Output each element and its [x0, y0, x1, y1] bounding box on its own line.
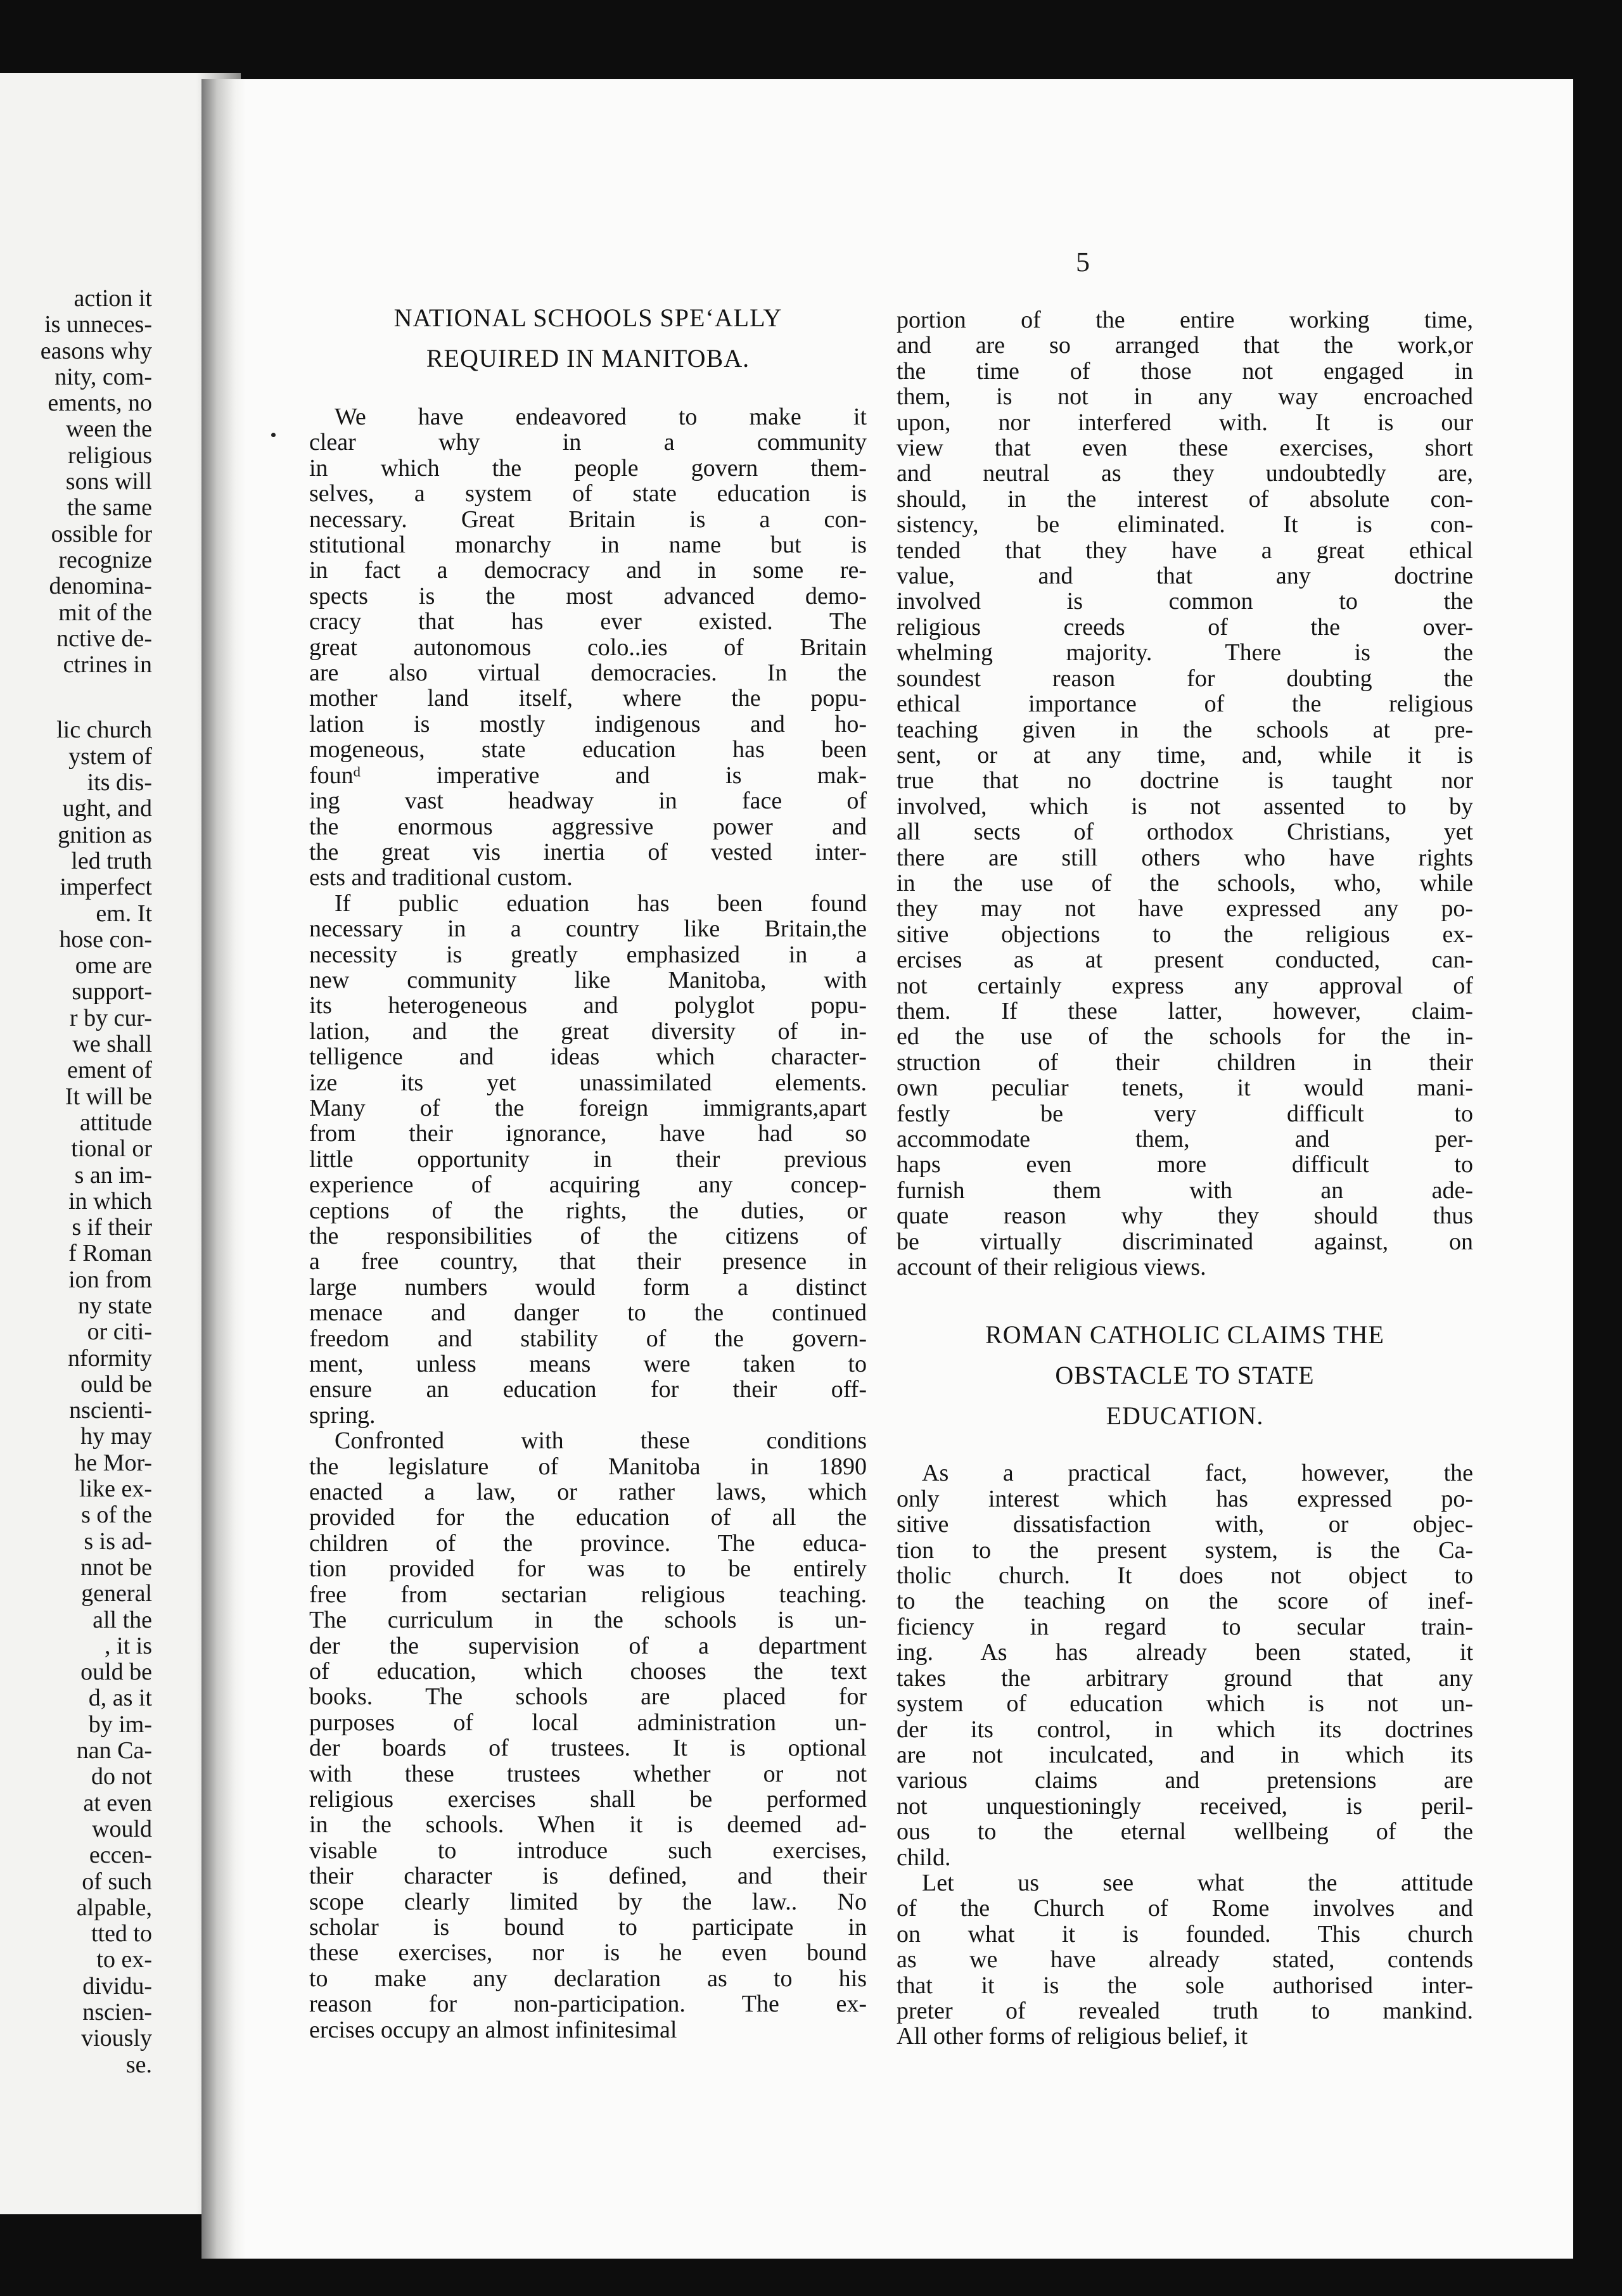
text-line: menace and danger to the continued	[309, 1299, 867, 1327]
text-fragment: viously	[81, 2025, 152, 2052]
text-line: founᵈ imperative and is mak-	[309, 762, 867, 789]
text-fragment: ossible for	[51, 520, 152, 547]
text-fragment: ystem of	[68, 743, 152, 770]
text-fragment: s of the	[81, 1502, 152, 1529]
text-fragment: tional or	[71, 1135, 152, 1163]
text-line: not unquestioningly received, is peril-	[897, 1792, 1473, 1820]
text-fragment: se.	[125, 2051, 152, 2078]
text-line: view that even these exercises, short	[897, 435, 1473, 462]
text-line: involved is common to the	[897, 588, 1473, 615]
text-fragment: nscien-	[82, 1999, 152, 2025]
text-line: All other forms of religious belief, it	[897, 2023, 1248, 2050]
text-fragment: It will be	[65, 1083, 152, 1110]
text-fragment: eccen-	[89, 1842, 152, 1869]
text-fragment: ught, and	[62, 795, 152, 822]
text-line: in the use of the schools, who, while	[897, 869, 1473, 896]
text-line: religious creeds of the over-	[897, 613, 1473, 641]
text-fragment: d, as it	[88, 1685, 152, 1712]
text-line: ous to the eternal wellbeing of the	[897, 1818, 1473, 1846]
document-page	[201, 79, 1573, 2259]
text-line: ests and traditional custom.	[309, 864, 573, 891]
text-line: not certainly express any approval of	[897, 972, 1473, 999]
text-line: spring.	[309, 1401, 376, 1429]
text-fragment: do not	[91, 1763, 152, 1790]
text-fragment: led truth	[71, 847, 152, 874]
heading-line: REQUIRED IN MANITOBA.	[426, 344, 750, 373]
text-line: provided for the education of all the	[309, 1504, 867, 1531]
text-line: lation, and the great diversity of in-	[309, 1017, 867, 1045]
text-fragment: ements, no	[48, 390, 152, 417]
text-line: We have endeavored to make it	[335, 404, 867, 430]
heading-line: EDUCATION.	[1106, 1401, 1264, 1431]
text-line: Many of the foreign immigrants,apart	[309, 1094, 867, 1121]
text-line: the enormous aggressive power and	[309, 813, 867, 840]
text-line: little opportunity in their previous	[309, 1145, 867, 1173]
text-line: sent, or at any time, and, while it is	[897, 741, 1473, 769]
text-line: Confronted with these conditions	[335, 1427, 867, 1455]
text-fragment: ion from	[68, 1266, 152, 1293]
text-fragment: hose con-	[59, 926, 152, 953]
text-fragment: support-	[72, 978, 152, 1005]
text-line: ceptions of the rights, the duties, or	[309, 1197, 867, 1224]
text-line: As a practical fact, however, the	[922, 1460, 1473, 1487]
text-line: preter of revealed truth to mankind.	[897, 1997, 1473, 2024]
text-line: great autonomous colo..ies of Britain	[309, 634, 867, 661]
text-line: clear why in a community	[309, 429, 867, 456]
text-line: teaching given in the schools at pre-	[897, 716, 1473, 743]
text-fragment: would	[92, 1815, 152, 1842]
text-fragment: s if their	[72, 1214, 152, 1241]
text-fragment: nformity	[68, 1344, 152, 1372]
text-fragment: religious	[68, 442, 152, 469]
text-line: takes the arbitrary ground that any	[897, 1664, 1473, 1692]
text-fragment: imperfect	[60, 874, 152, 901]
text-line: the responsibilities of the citizens of	[309, 1223, 867, 1249]
text-fragment: s an im-	[74, 1161, 152, 1189]
text-line: Let us see what the attitude	[922, 1869, 1473, 1896]
text-fragment: all the	[93, 1606, 152, 1633]
text-line: purposes of local administration un-	[309, 1709, 867, 1736]
text-line: ed the use of the schools for the in-	[897, 1023, 1473, 1050]
text-line: should, in the interest of absolute con-	[897, 485, 1473, 513]
text-fragment: by im-	[88, 1711, 152, 1738]
text-fragment: hy may	[80, 1423, 152, 1450]
text-fragment: sons will	[65, 468, 152, 495]
text-line: on what it is founded. This church	[897, 1920, 1473, 1948]
text-fragment: nan Ca-	[76, 1737, 152, 1764]
text-fragment: like ex-	[79, 1476, 152, 1503]
text-line: to make any declaration as to his	[309, 1965, 867, 1992]
text-line: the legislature of Manitoba in 1890	[309, 1453, 867, 1480]
text-line: ing vast headway in face of	[309, 788, 867, 815]
heading-line: ROMAN CATHOLIC CLAIMS THE	[985, 1320, 1384, 1349]
text-line: accommodate them, and per-	[897, 1126, 1473, 1152]
text-line: system of education which is not un-	[897, 1690, 1473, 1718]
text-line: experience of acquiring any concep-	[309, 1171, 867, 1199]
text-line: soundest reason for doubting the	[897, 665, 1473, 692]
text-fragment: its dis-	[87, 769, 152, 796]
text-fragment: ement of	[67, 1057, 152, 1084]
column-right	[897, 307, 1473, 2050]
text-fragment: to ex-	[96, 1946, 152, 1974]
text-line: value, and that any doctrine	[897, 563, 1473, 590]
text-line: ercises occupy an almost infinitesimal	[309, 2016, 677, 2043]
paragraph-continued	[897, 307, 1473, 1280]
text-line: haps even more difficult to	[897, 1151, 1473, 1178]
text-line: ing. As has already been stated, it	[897, 1639, 1473, 1666]
text-line: quate reason why they should thus	[897, 1202, 1473, 1230]
paragraph	[897, 1870, 1473, 2050]
text-line: cracy that has ever existed. The	[309, 608, 867, 635]
text-line: involved, which is not assented to by	[897, 793, 1473, 820]
text-line: spects is the most advanced demo-	[309, 582, 867, 609]
text-line: books. The schools are placed for	[309, 1683, 867, 1711]
text-fragment: ny state	[77, 1292, 152, 1319]
text-fragment: ould be	[80, 1659, 152, 1686]
text-fragment: alpable,	[76, 1894, 152, 1921]
text-line: whelming majority. There is the	[897, 639, 1473, 666]
text-line: ercises as at present conducted, can-	[897, 947, 1473, 974]
text-fragment: ctrines in	[63, 651, 152, 679]
text-line: der the supervision of a department	[309, 1632, 867, 1659]
text-line: there are still others who have rights	[897, 844, 1473, 871]
text-line: religious exercises shall be performed	[309, 1785, 867, 1813]
text-fragment: or citi-	[87, 1318, 152, 1346]
text-line: sitive objections to the religious ex-	[897, 921, 1473, 948]
text-line: der boards of trustees. It is optional	[309, 1735, 867, 1762]
text-line: own peculiar tenets, it would mani-	[897, 1075, 1473, 1102]
text-fragment: he Mor-	[74, 1449, 152, 1476]
text-fragment: nity, com-	[54, 363, 152, 390]
text-line: large numbers would form a distinct	[309, 1273, 867, 1301]
text-line: they may not have expressed any po-	[897, 895, 1473, 922]
text-line: are also virtual democracies. In the	[309, 660, 867, 687]
article-heading-national-schools	[309, 298, 867, 379]
text-line: the great vis inertia of vested inter-	[309, 838, 867, 865]
page-gutter-shadow	[201, 79, 246, 2259]
text-line: enacted a law, or rather laws, which	[309, 1479, 867, 1506]
text-line: struction of their children in their	[897, 1049, 1473, 1076]
text-line: necessity is greatly emphasized in a	[309, 941, 867, 968]
text-line: tended that they have a great ethical	[897, 537, 1473, 564]
paragraph	[309, 891, 867, 1429]
text-fragment: , it is	[105, 1632, 152, 1659]
text-line: the time of those not engaged in	[897, 357, 1473, 385]
text-line: child.	[897, 1844, 951, 1871]
text-line: in fact a democracy and in some re-	[309, 557, 867, 584]
text-fragment: dividu-	[82, 1972, 152, 1999]
text-fragment: in which	[68, 1187, 152, 1215]
text-line: all sects of orthodox Christians, yet	[897, 819, 1473, 846]
text-line: furnish them with an ade-	[897, 1177, 1473, 1204]
text-line: necessary. Great Britain is a con-	[309, 506, 867, 533]
text-line: ethical importance of the religious	[897, 691, 1473, 718]
text-line: portion of the entire working time,	[897, 307, 1473, 333]
text-fragment: nscienti-	[69, 1397, 152, 1424]
text-line: stitutional monarchy in name but is	[309, 532, 867, 559]
text-line: reason for non-participation. The ex-	[309, 1991, 867, 2018]
text-line: of the Church of Rome involves and	[897, 1895, 1473, 1922]
text-fragment: recognize	[58, 546, 152, 573]
text-line: and neutral as they undoubtedly are,	[897, 460, 1473, 487]
text-line: to the teaching on the score of inef-	[897, 1588, 1473, 1615]
text-line: tion to the present system, is the Ca-	[897, 1536, 1473, 1564]
text-fragment: ome are	[75, 952, 152, 979]
text-line: as we have already stated, contends	[897, 1946, 1473, 1974]
paragraph	[897, 1460, 1473, 1870]
text-line: ment, unless means were taken to	[309, 1351, 867, 1378]
text-fragment: denomina-	[49, 573, 152, 600]
text-line: these exercises, nor is he even bound	[309, 1939, 867, 1967]
text-line: ensure an education for their off-	[309, 1376, 867, 1403]
facing-page-text-fragments	[0, 286, 152, 2078]
text-line: children of the province. The educa-	[309, 1529, 867, 1557]
text-line: new community like Manitoba, with	[309, 966, 867, 993]
text-line: scope clearly limited by the law.. No	[309, 1888, 867, 1915]
text-fragment: r by cur-	[69, 1004, 152, 1031]
text-line: and are so arranged that the work,or	[897, 332, 1473, 359]
heading-line: NATIONAL SCHOOLS SPEʻALLY	[393, 303, 782, 332]
article-heading-roman-catholic-claims	[897, 1315, 1473, 1436]
text-line: that it is the sole authorised inter-	[897, 1972, 1473, 1999]
text-line: a free country, that their presence in	[309, 1248, 867, 1275]
text-line: them, is not in any way encroached	[897, 383, 1473, 411]
text-line: der its control, in which its doctrines	[897, 1716, 1473, 1743]
text-line: in the schools. When it is deemed ad-	[309, 1811, 867, 1839]
text-line: ize its yet unassimilated elements.	[309, 1069, 867, 1096]
text-line: account of their religious views.	[897, 1254, 1206, 1281]
text-fragment: nctive de-	[56, 625, 152, 652]
text-fragment: nnot be	[80, 1553, 152, 1581]
text-line: upon, nor interfered with. It is our	[897, 409, 1473, 436]
text-fragment: we shall	[72, 1031, 152, 1058]
text-line: only interest which has expressed po-	[897, 1485, 1473, 1512]
text-line: If public eduation has been found	[335, 890, 867, 917]
text-fragment: em. It	[96, 900, 152, 927]
text-line: sitive dissatisfaction with, or objec-	[897, 1511, 1473, 1538]
text-fragment: mit of the	[58, 599, 152, 626]
text-line: mogeneous, state education has been	[309, 736, 867, 763]
text-line: in which the people govern them-	[309, 454, 867, 482]
text-line: them. If these latter, however, claim-	[897, 997, 1473, 1024]
text-line: various claims and pretensions are	[897, 1767, 1473, 1794]
text-line: tholic church. It does not object to	[897, 1562, 1473, 1590]
text-line: true that no doctrine is taught nor	[897, 767, 1473, 794]
text-fragment: tted to	[91, 1920, 152, 1948]
text-line: telligence and ideas which character-	[309, 1043, 867, 1071]
text-fragment: action it	[73, 285, 152, 312]
text-fragment: the same	[67, 494, 152, 521]
text-fragment: easons why	[40, 337, 152, 364]
text-line: their character is defined, and their	[309, 1863, 867, 1890]
paragraph	[309, 404, 867, 891]
text-fragment: at even	[83, 1789, 152, 1816]
text-line: selves, a system of state education is	[309, 480, 867, 507]
text-fragment: f Roman	[68, 1240, 152, 1267]
text-fragment: s is ad-	[84, 1527, 152, 1555]
text-line: lation is mostly indigenous and ho-	[309, 710, 867, 737]
text-fragment: attitude	[80, 1109, 152, 1136]
heading-line: OBSTACLE TO STATE	[1055, 1361, 1315, 1390]
text-fragment: gnition as	[58, 821, 152, 848]
text-line: scholar is bound to participate in	[309, 1913, 867, 1941]
text-line: necessary in a country like Britain,the	[309, 915, 867, 943]
text-line: The curriculum in the schools is un-	[309, 1607, 867, 1634]
text-line: be virtually discriminated against, on	[897, 1228, 1473, 1255]
text-line: of education, which chooses the text	[309, 1657, 867, 1685]
text-line: ficiency in regard to secular train-	[897, 1613, 1473, 1640]
text-fragment: ween the	[65, 416, 152, 443]
print-speck-mark	[271, 433, 276, 437]
column-left	[309, 298, 867, 2043]
text-line: are not inculcated, and in which its	[897, 1741, 1473, 1768]
paragraph	[309, 1428, 867, 2043]
text-fragment: lic church	[56, 717, 152, 744]
text-fragment: ould be	[80, 1370, 152, 1398]
text-line: visable to introduce such exercises,	[309, 1837, 867, 1864]
text-fragment: of such	[82, 1868, 152, 1895]
text-fragment: general	[81, 1580, 152, 1607]
fragment-gap	[0, 678, 152, 717]
text-line: with these trustees whether or not	[309, 1760, 867, 1787]
text-line: free from sectarian religious teaching.	[309, 1581, 867, 1608]
text-line: tion provided for was to be entirely	[309, 1555, 867, 1583]
text-line: mother land itself, where the popu-	[309, 685, 867, 712]
text-line: festly be very difficult to	[897, 1100, 1473, 1127]
text-line: freedom and stability of the govern-	[309, 1325, 867, 1352]
text-fragment: is unneces-	[44, 311, 152, 338]
text-line: sistency, be eliminated. It is con-	[897, 511, 1473, 539]
text-line: its heterogeneous and polyglot popu-	[309, 992, 867, 1019]
page-number: 5	[1076, 246, 1090, 277]
text-line: from their ignorance, have had so	[309, 1120, 867, 1147]
